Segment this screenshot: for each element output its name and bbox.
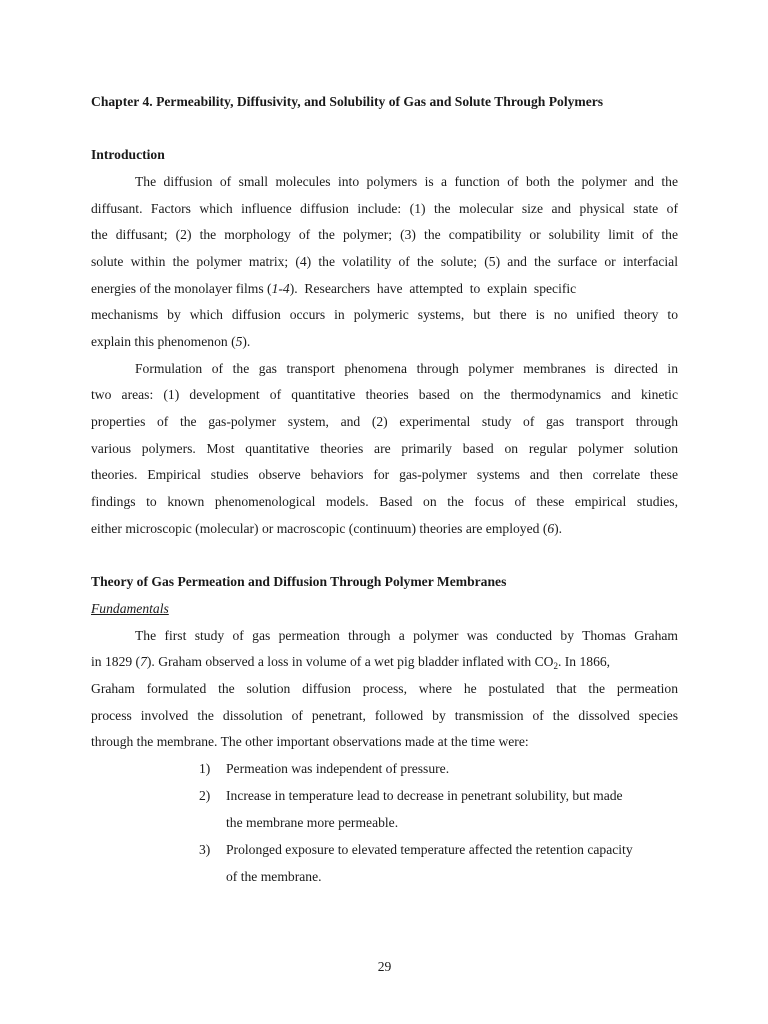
intro-p1-line: explain this phenomenon (5). [91, 334, 251, 349]
list-number: 1) [199, 761, 211, 776]
intro-p2-line: either microscopic (molecular) or macroscopic (continuum) theories are employed (6). [91, 521, 563, 536]
theory-p1-line: The first study of gas permeation through a polymer was conducted by Thomas Graham [135, 628, 678, 643]
fundamentals-subheading: Fundamentals [91, 601, 169, 616]
list-number: 3) [199, 842, 211, 857]
list-item-text: the membrane more permeable. [226, 815, 399, 830]
theory-p1-line: in 1829 (7). Graham observed a loss in volume of a wet pig bladder inflated with $CO_2$. In 1866, [91, 654, 611, 671]
intro-p2-line: Formulation of the gas transport phenomena through polymer membranes is directed in [135, 361, 678, 376]
intro-heading: Introduction [91, 147, 165, 162]
intro-p2-line: theories. Empirical studies observe behaviors for gas-polymer systems and then correlate these [91, 467, 678, 482]
citation: 5 [235, 334, 243, 349]
theory-heading: Theory of Gas Permeation and Diffusion Through Polymer Membranes [91, 574, 507, 589]
intro-p1-line: the diffusant; (2) the morphology of the polymer; (3) the compatibility or solubility limit of the [91, 227, 678, 242]
intro-p2-line: various polymers. Most quantitative theories are primarily based on regular polymer solution [91, 441, 678, 456]
intro-p1-line: The diffusion of small molecules into polymers is a function of both the polymer and the [135, 174, 678, 189]
chapter-title: Chapter 4. Permeability, Diffusivity, and Solubility of Gas and Solute Through Polymers [91, 94, 604, 109]
intro-p1-line: diffusant. Factors which influence diffusion include: (1) the molecular size and physical state of [91, 201, 678, 216]
page-number: 29 [377, 959, 392, 974]
subscript-2: 2 [553, 661, 558, 671]
theory-p1-line: process involved the dissolution of penetrant, followed by transmission of the dissolved species [91, 708, 678, 723]
list-number: 2) [199, 788, 211, 803]
list-item-text: Increase in temperature lead to decrease in penetrant solubility, but made [226, 788, 623, 803]
intro-p1-line: energies of the monolayer films (1-4). Researchers have attempted to explain specific [91, 281, 577, 296]
citation: 7 [140, 654, 147, 669]
intro-p2-line: findings to known phenomenological models. Based on the focus of these empirical studies, [91, 494, 678, 509]
list-item-text: Permeation was independent of pressure. [226, 761, 450, 776]
theory-p1-line: through the membrane. The other important observations made at the time were: [91, 734, 529, 749]
list-item-text: of the membrane. [226, 869, 322, 884]
citation: 1-4 [271, 281, 290, 296]
intro-p1-line: solute within the polymer matrix; (4) the volatility of the solute; (5) and the surface or interfacial [91, 254, 678, 269]
intro-p2-line: two areas: (1) development of quantitative theories based on the thermodynamics and kinetic [91, 387, 678, 402]
document-page [91, 0, 678, 1024]
list-item-text: Prolonged exposure to elevated temperature affected the retention capacity [226, 842, 633, 857]
citation: 6 [547, 521, 555, 536]
theory-p1-line: Graham formulated the solution diffusion process, where he postulated that the permeation [91, 681, 678, 696]
intro-p1-line: mechanisms by which diffusion occurs in polymeric systems, but there is no unified theory to [91, 307, 678, 322]
intro-p2-line: properties of the gas-polymer system, and (2) experimental study of gas transport through [91, 414, 678, 429]
